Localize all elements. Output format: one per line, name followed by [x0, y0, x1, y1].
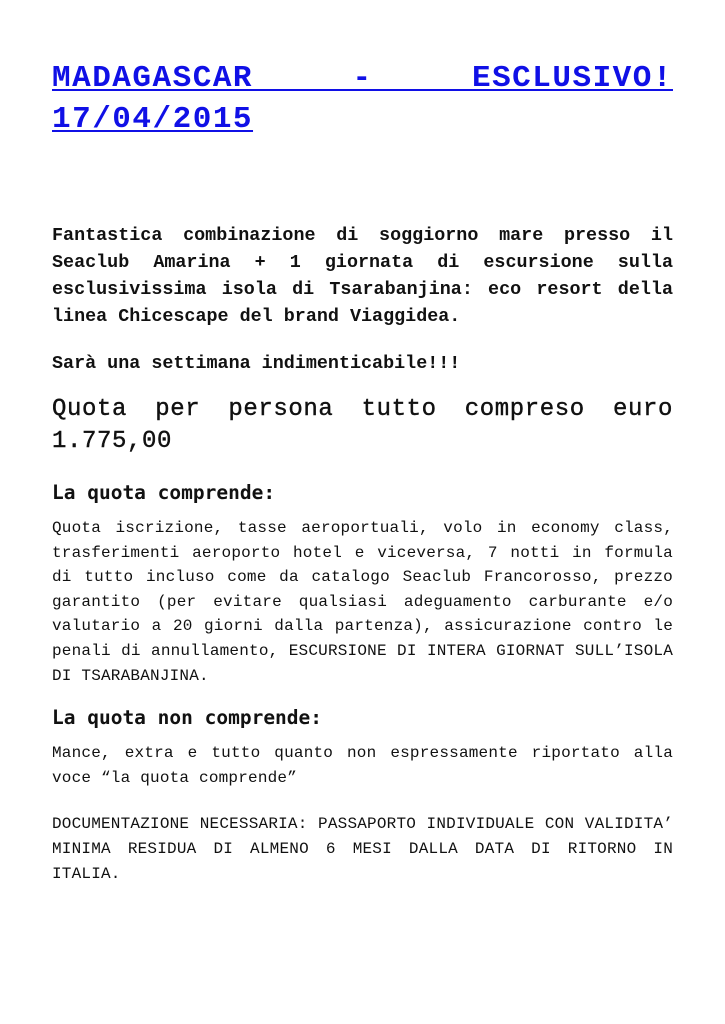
price-heading: Quota per persona tutto compreso euro 1.775,00: [52, 396, 673, 455]
article: [52, 58, 673, 886]
title-link[interactable]: MADAGASCAR - ESCLUSIVO! 17/04/2015: [52, 61, 673, 137]
documents-text: DOCUMENTAZIONE NECESSARIA: PASSAPORTO INDIVIDUALE CON VALIDITA’ MINIMA RESIDUA DI ALMENO 6 MESI DALLA DATA DI RITORNO IN ITALIA.: [52, 815, 673, 883]
includes-text: Quota iscrizione, tasse aeroportuali, volo in economy class, trasferimenti aeroporto hotel e viceversa, 7 notti in formula di tutto incluso come da catalogo Seaclub Francorosso, prezzo garantito (per evitare qualsiasi adeguamento carburante e/o valutario a 20 giorni dalla partenza), assicurazione contro le penali di annullamento, ESCURSIONE DI INTERA GIORNAT SULL’ISOLA DI TSARABANJINA.: [52, 519, 673, 685]
excludes-heading: La quota non comprende:: [52, 706, 323, 730]
excludes-text: Mance, extra e tutto quanto non espressamente riportato alla voce “la quota comprende”: [52, 744, 673, 787]
intro-paragraph: Fantastica combinazione di soggiorno mare presso il Seaclub Amarina + 1 giornata di escursione sulla esclusivissima isola di Tsarabanjina: eco resort della linea Chicescape del brand Viaggidea.: [52, 225, 673, 327]
page-title: [52, 58, 673, 140]
includes-heading: La quota comprende:: [52, 481, 276, 504]
tagline: Sarà una settimana indimenticabile!!!: [52, 353, 461, 374]
